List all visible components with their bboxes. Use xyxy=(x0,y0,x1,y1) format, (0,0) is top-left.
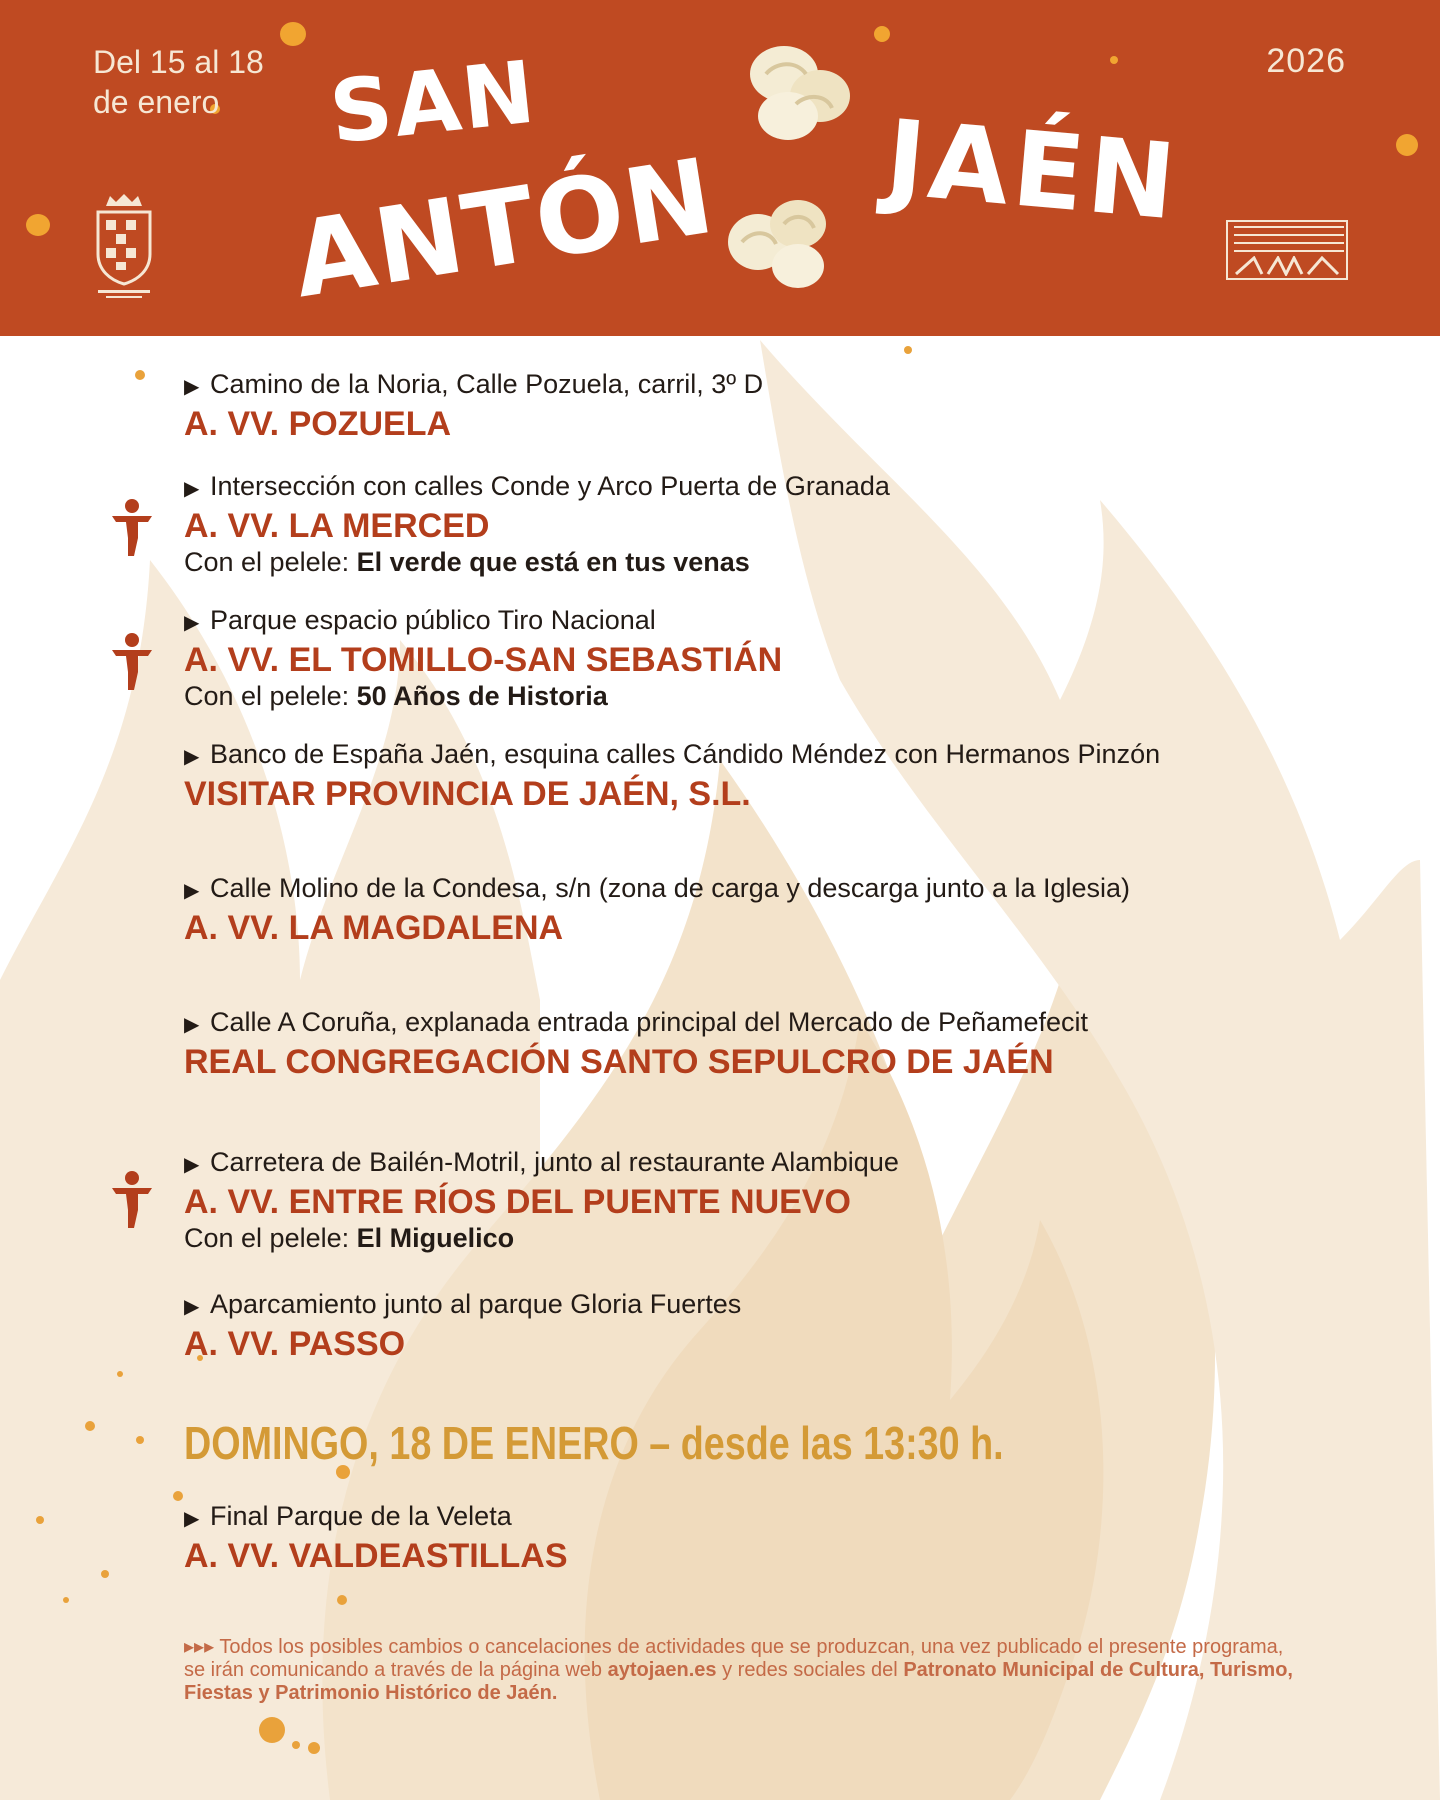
entry-organizer: A. VV. POZUELA xyxy=(184,405,452,443)
entry-address: ▶ Aparcamiento junto al parque Gloria Fuertes xyxy=(184,1288,1354,1323)
header-banner xyxy=(0,0,1440,336)
entry-address: ▶ Calle Molino de la Condesa, s/n (zona de carga y descarga junto a la Iglesia) xyxy=(184,872,1354,907)
title-jaen: JAÉN xyxy=(881,96,1185,244)
list-item xyxy=(184,604,1354,713)
sunday-heading: DOMINGO, 18 DE ENERO – desde las 13:30 h. xyxy=(184,1417,1004,1469)
patronato-logo xyxy=(1226,220,1348,280)
play-arrow-icon: ▶ xyxy=(184,1508,200,1530)
list-item xyxy=(184,368,1354,443)
entry-pelele: Con el pelele: El Miguelico xyxy=(184,1223,515,1253)
list-item xyxy=(184,872,1354,947)
entry-organizer: VISITAR PROVINCIA DE JAÉN, S.L. xyxy=(184,775,751,813)
list-item xyxy=(184,1146,1354,1255)
entry-address: ▶ Banco de España Jaén, esquina calles Cándido Méndez con Hermanos Pinzón xyxy=(184,738,1354,773)
play-arrow-icon: ▶ xyxy=(184,612,200,634)
pelele-figure-icon xyxy=(108,1170,156,1230)
pelele-name: El verde que está en tus venas xyxy=(356,547,750,577)
entry-organizer: A. VV. PASSO xyxy=(184,1325,406,1363)
list-item xyxy=(184,738,1354,813)
play-arrow-icon: ▶ xyxy=(184,746,200,768)
entry-address: ▶ Parque espacio público Tiro Nacional xyxy=(184,604,1354,639)
popcorn-icon xyxy=(736,34,866,154)
title-anton: ANTÓN xyxy=(285,134,723,322)
entry-organizer: A. VV. LA MAGDALENA xyxy=(184,909,564,947)
city-crest-icon xyxy=(92,192,156,300)
entry-organizer: A. VV. ENTRE RÍOS DEL PUENTE NUEVO xyxy=(184,1183,851,1221)
title-san: SAN xyxy=(325,42,542,164)
play-arrow-icon: ▶ xyxy=(184,1296,200,1318)
list-item xyxy=(184,470,1354,579)
event-year: 2026 xyxy=(1266,42,1346,80)
pelele-name: 50 Años de Historia xyxy=(356,681,608,711)
entry-organizer: A. VV. VALDEASTILLAS xyxy=(184,1537,568,1575)
play-arrow-icon: ▶ xyxy=(184,478,200,500)
play-arrow-icon: ▶ xyxy=(184,880,200,902)
entry-organizer: A. VV. EL TOMILLO-SAN SEBASTIÁN xyxy=(184,641,783,679)
list-item xyxy=(184,1006,1354,1081)
popcorn-icon xyxy=(718,190,842,296)
triple-arrow-icon: ▸▸▸ xyxy=(184,1636,215,1658)
entry-pelele: Con el pelele: 50 Años de Historia xyxy=(184,681,608,711)
entry-address: ▶ Calle A Coruña, explanada entrada principal del Mercado de Peñamefecit xyxy=(184,1006,1354,1041)
entry-address: ▶ Intersección con calles Conde y Arco Puerta de Granada xyxy=(184,470,1354,505)
list-item xyxy=(184,1500,1354,1575)
play-arrow-icon: ▶ xyxy=(184,1014,200,1036)
play-arrow-icon: ▶ xyxy=(184,1154,200,1176)
pelele-figure-icon xyxy=(108,498,156,558)
play-arrow-icon: ▶ xyxy=(184,376,200,398)
entry-organizer: A. VV. LA MERCED xyxy=(184,507,490,545)
date-range: Del 15 al 18 de enero xyxy=(93,44,264,120)
entry-address: ▶ Carretera de Bailén-Motril, junto al restaurante Alambique xyxy=(184,1146,1354,1181)
disclaimer-note: ▸▸▸ Todos los posibles cambios o cancelaciones de actividades que se produzcan, una vez publicado el presente programa, se irán comunicando a través de la página web aytojaen.es y redes sociales del Patronato Municipal de Cultura, Turismo, Fiestas y Patrimonio Histórico de Jaén. xyxy=(184,1636,1293,1704)
entry-organizer: REAL CONGREGACIÓN SANTO SEPULCRO DE JAÉN xyxy=(184,1043,1054,1081)
pelele-figure-icon xyxy=(108,632,156,692)
list-item xyxy=(184,1288,1354,1363)
entry-address: ▶ Camino de la Noria, Calle Pozuela, carril, 3º D xyxy=(184,368,1354,403)
entry-pelele: Con el pelele: El verde que está en tus venas xyxy=(184,547,750,577)
pelele-name: El Miguelico xyxy=(356,1223,515,1253)
entry-address: ▶ Final Parque de la Veleta xyxy=(184,1500,1354,1535)
patronato-name: Patronato Municipal de Cultura, Turismo, Fiestas y Patrimonio Histórico de Jaén. xyxy=(184,1659,1293,1704)
website-link[interactable]: aytojaen.es xyxy=(607,1659,717,1681)
